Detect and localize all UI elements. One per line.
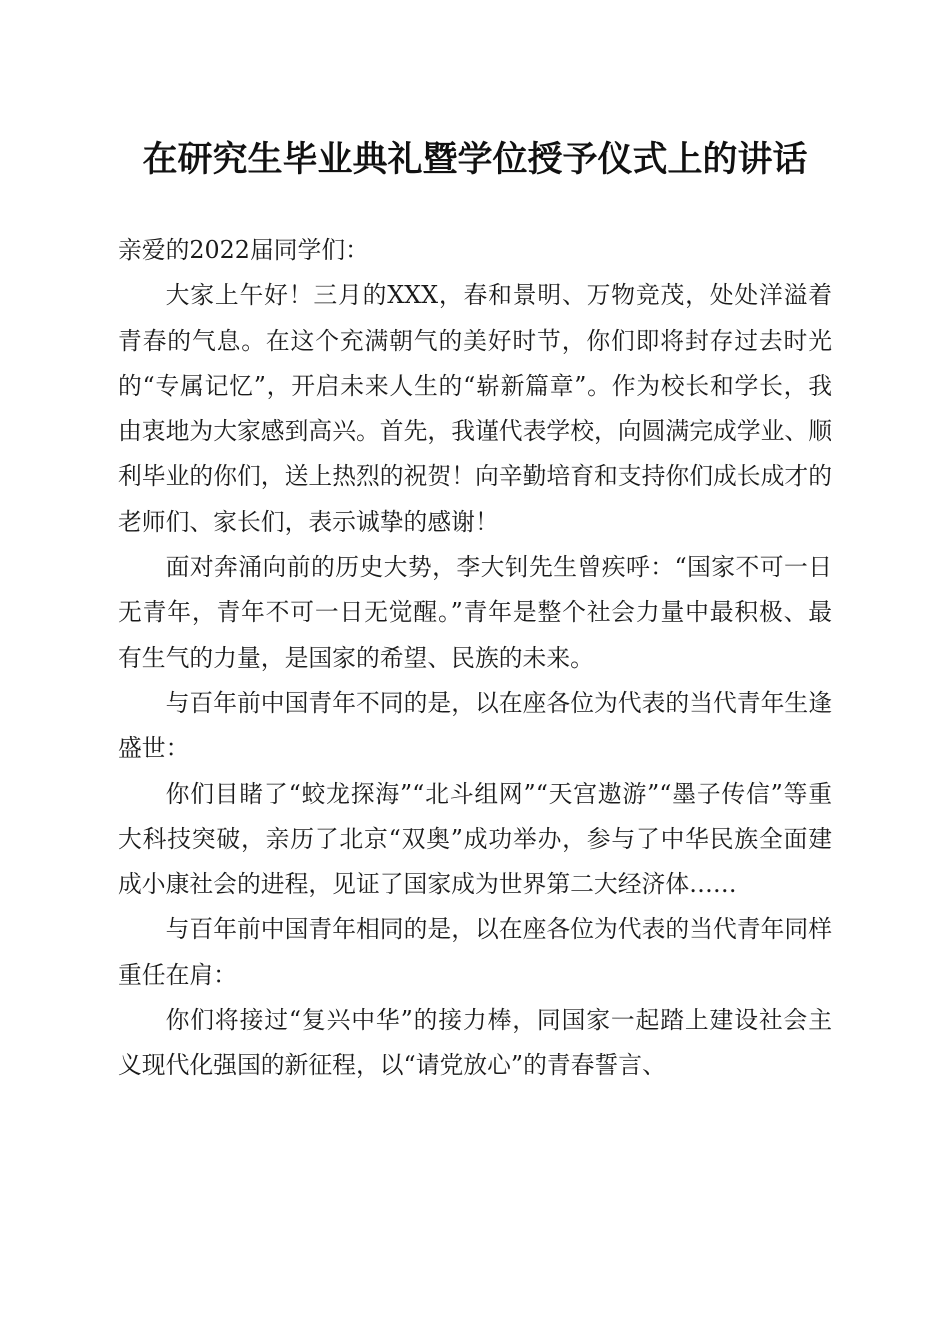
paragraph: 大家上午好！三月的XXX，春和景明、万物竞茂，处处洋溢着青春的气息。在这个充满朝气的美好时节，你们即将封存过去时光的“专属记忆”，开启未来人生的“崭新篇章”。作为校长和学长，我由衷地为大家感到高兴。首先，我谨代表学校，向圆满完成学业、顺利毕业的你们，送上热烈的祝贺！向辛勤培育和支持你们成长成才的老师们、家长们，表示诚挚的感谢！ [118, 281, 832, 536]
paragraph: 你们将接过“复兴中华”的接力棒，同国家一起踏上建设社会主义现代化强国的新征程，以“请党放心”的青春誓言、 [118, 1006, 832, 1080]
paragraph: 你们目睹了“蛟龙探海”“北斗组网”“天宫遨游”“墨子传信”等重大科技突破，亲历了北京“双奥”成功举办，参与了中华民族全面建成小康社会的进程，见证了国家成为世界第二大经济体…… [118, 779, 832, 899]
salutation: 亲爱的2022届同学们： [118, 236, 369, 264]
document-title: 在研究生毕业典礼暨学位授予仪式上的讲话 [142, 139, 808, 180]
document-body [118, 228, 832, 1089]
paragraph: 与百年前中国青年相同的是，以在座各位为代表的当代青年同样重任在肩： [118, 915, 832, 989]
paragraph: 与百年前中国青年不同的是，以在座各位为代表的当代青年生逢盛世： [118, 688, 832, 763]
paragraph: 面对奔涌向前的历史大势，李大钊先生曾疾呼：“国家不可一日无青年，青年不可一日无觉醒。”青年是整个社会力量中最积极、最有生气的力量，是国家的希望、民族的未来。 [118, 553, 832, 672]
